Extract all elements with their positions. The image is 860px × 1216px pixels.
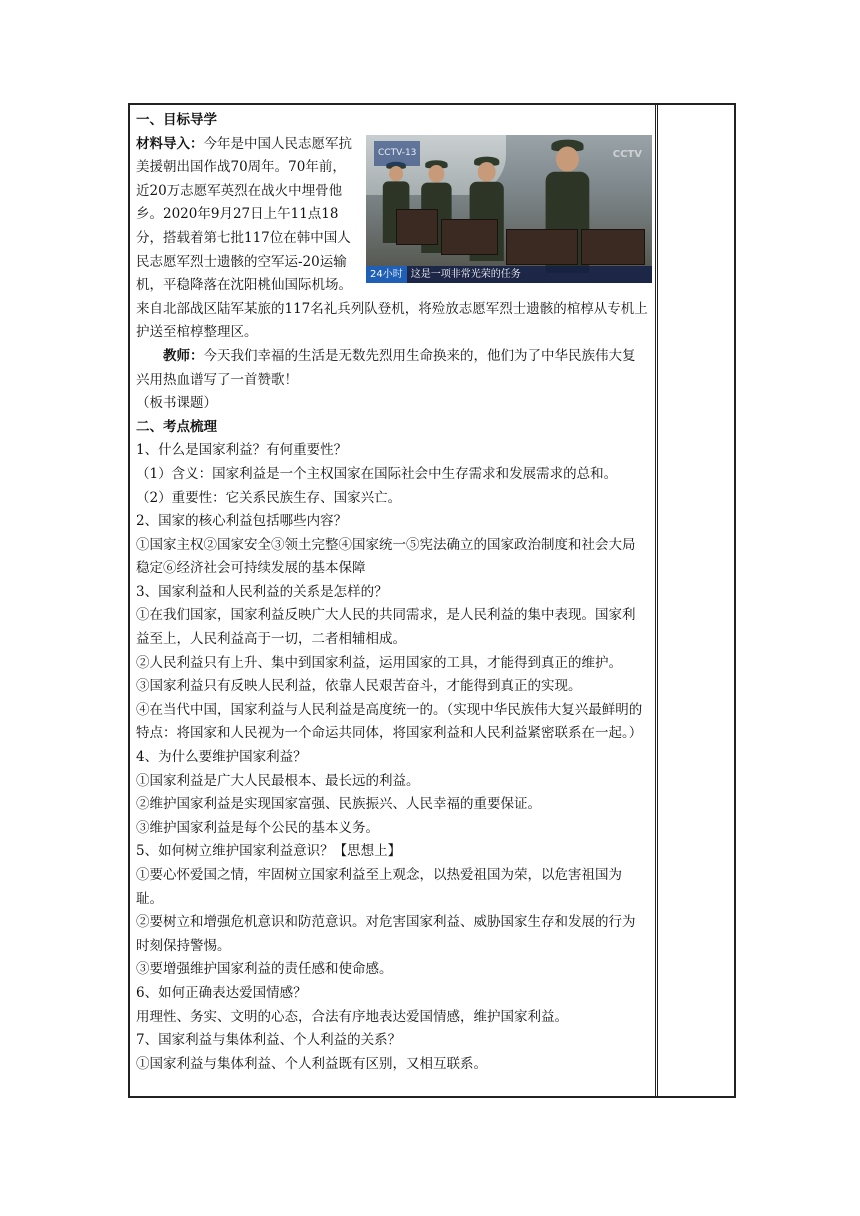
content-cell [136, 109, 648, 1076]
text-line: ①国家主权②国家安全③领土完整④国家统一⑤宪法确立的国家政治制度和社会大局稳定⑥经济社会可持续发展的基本保障 [136, 536, 636, 577]
intro-label: 材料导入： [136, 135, 204, 152]
text-line: 4、为什么要维护国家利益？ [136, 749, 307, 766]
text-line: ①国家利益是广大人民最根本、最长远的利益。 [136, 772, 420, 789]
text-line: 1、什么是国家利益？有何重要性？ [136, 442, 348, 459]
text-line: ②维护国家利益是实现国家富强、民族振兴、人民幸福的重要保证。 [136, 796, 541, 813]
text-line: 6、如何正确表达爱国情感？ [136, 984, 307, 1001]
intro-text: 今年是中国人民志愿军抗美援朝出国作战70周年。70年前，近20万志愿军英烈在战火中埋骨他乡。2020年9月27日上午11点18分，搭载着第七批117位在韩中国人民志愿军烈士遗骸的空军运-20运输机，平稳降落在沈阳桃仙国际机场。来自北部战区陆军某旅的117名礼兵列队登机，将殓放志愿军烈士遗骸的棺椁从专机上护送至棺椁整理区。 [136, 135, 648, 341]
text-line: 5、如何树立维护国家利益意识？【思想上】 [136, 843, 402, 860]
teacher-label: 教师： [163, 347, 204, 364]
teacher-paragraph [136, 345, 648, 392]
text-line: ③维护国家利益是每个公民的基本义务。 [136, 819, 379, 836]
column-divider [655, 105, 656, 1096]
text-line: 7、国家利益与集体利益、个人利益的关系？ [136, 1032, 402, 1049]
text-line: 2、国家的核心利益包括哪些内容？ [136, 513, 348, 530]
news-caption-bar [366, 266, 652, 283]
casket-shape [396, 209, 438, 245]
section-title-goals: 一、目标导学 [136, 112, 217, 128]
text-line: ③国家利益只有反映人民利益，依靠人民艰苦奋斗，才能得到真正的实现。 [136, 678, 582, 695]
board-note: （板书课题） [136, 395, 217, 412]
text-line: ③要增强维护国家利益的责任感和使命感。 [136, 961, 393, 978]
caption-time: 24小时 [366, 266, 407, 283]
caption-text: 这是一项非常光荣的任务 [410, 268, 521, 280]
casket-shape [581, 229, 645, 265]
watermark-logo: CCTV [612, 148, 642, 160]
text-line: （1）含义：国家利益是一个主权国家在国际社会中生存需求和发展需求的总和。 [136, 465, 618, 482]
text-line: ①在我们国家，国家利益反映广大人民的共同需求，是人民利益的集中表现。国家利益至上，人民利益高于一切，二者相辅相成。 [136, 607, 636, 648]
text-line: ②要树立和增强危机意识和防范意识。对危害国家利益、威胁国家生存和发展的行为时刻保持警惕。 [136, 914, 636, 954]
channel-logo: CCTV-13 [374, 141, 420, 167]
text-line: ①要心怀爱国之情，牢固树立国家利益至上观念，以热爱祖国为荣，以危害祖国为耻。 [136, 867, 622, 907]
news-photo [366, 135, 652, 283]
teacher-text: 今天我们幸福的生活是无数先烈用生命换来的，他们为了中华民族伟大复兴用热血谱写了一首赞歌！ [136, 347, 636, 388]
casket-shape [441, 219, 498, 255]
lesson-table [128, 103, 736, 1098]
text-line: 用理性、务实、文明的心态，合法有序地表达爱国情感，维护国家利益。 [136, 1008, 568, 1025]
column-divider-inner [657, 105, 658, 1096]
text-line: 3、国家利益和人民利益的关系是怎样的？ [136, 583, 388, 600]
text-line: ②人民利益只有上升、集中到国家利益，运用国家的工具，才能得到真正的维护。 [136, 654, 622, 671]
casket-shape [506, 229, 578, 265]
text-line: ④在当代中国，国家利益与人民利益是高度统一的。（实现中华民族伟大复兴最鲜明的特点：将国家和人民视为一个命运共同体，将国家利益和人民利益紧密联系在一起。） [136, 701, 643, 742]
section-title-review: 二、考点梳理 [136, 418, 217, 435]
text-line: （2）重要性：它关系民族生存、国家兴亡。 [136, 489, 402, 506]
text-line: ①国家利益与集体利益、个人利益既有区别，又相互联系。 [136, 1055, 487, 1072]
